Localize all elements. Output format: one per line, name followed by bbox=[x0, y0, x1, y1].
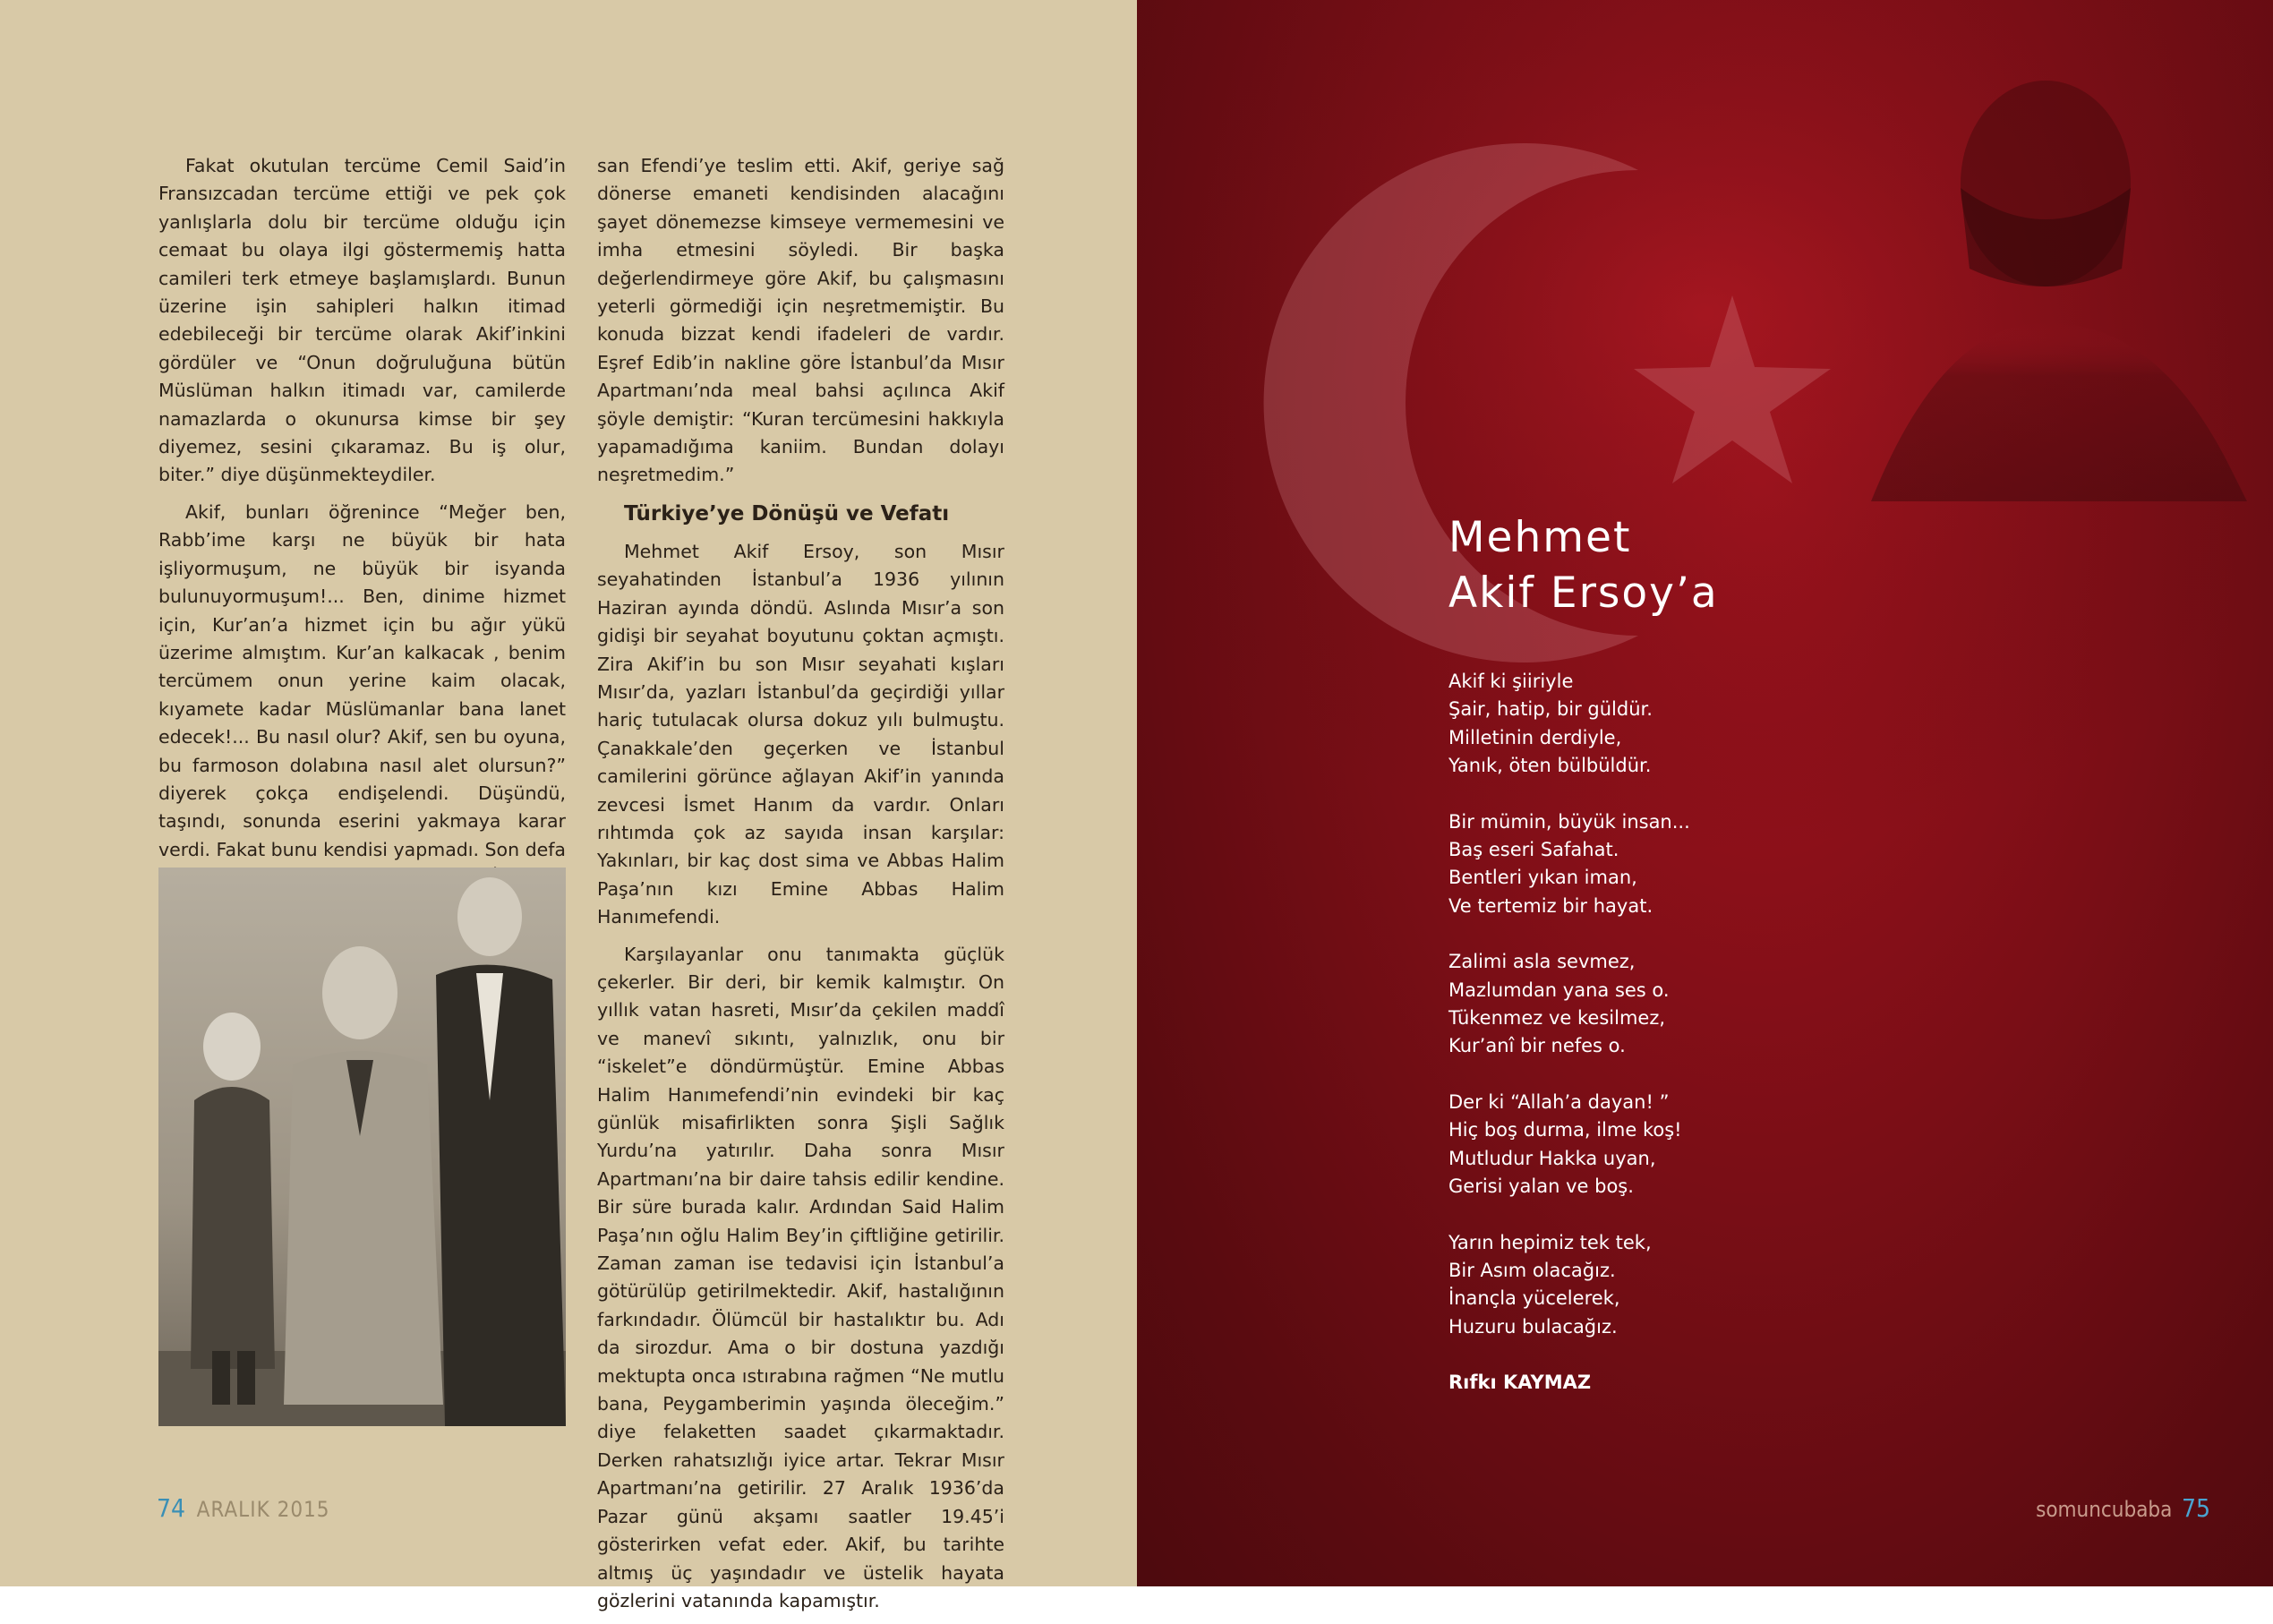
page-folio bbox=[2036, 1493, 2210, 1523]
verse-line: Şair, hatip, bir güldür. bbox=[1448, 698, 1653, 721]
right-page bbox=[1137, 0, 2273, 1586]
verse-line: Akif ki şiiriyle bbox=[1448, 671, 1574, 692]
verse-line: Tükenmez ve kesilmez, bbox=[1448, 1007, 1666, 1030]
left-page bbox=[0, 0, 1137, 1611]
page-number: 75 bbox=[2181, 1493, 2210, 1523]
verse-line: Milletinin derdiyle, bbox=[1448, 726, 1622, 748]
verse-line: Ve tertemiz bir hayat. bbox=[1448, 894, 1653, 917]
verse-line: Baş eseri Safahat. bbox=[1448, 839, 1619, 861]
stanza bbox=[1448, 808, 1690, 921]
verse-line: Bir mümin, büyük insan... bbox=[1448, 810, 1690, 833]
issue-date: ARALIK 2015 bbox=[196, 1497, 330, 1522]
text-column-2 bbox=[597, 152, 1004, 1624]
paragraph: Karşılayanlar onu tanımakta güçlük çekerler. Bir deri, bir kemik kalmıştır. On yıllık vatan hasreti, Mısır’da çekilen maddî ve manevî sıkıntı, yalnızlık, onu bir “iskelet”e döndürmüştür. Emine Abbas Halim Hanımefendi’nin evindeki bir kaç günlük misafirlikten sonra Şişli Sağlık Yurdu’na yatırılır. Daha sonra Mısır Apartmanı’na bir daire tahsis edilir kendine. Bir süre burada kalır. Ardından Said Halim Paşa’nın oğlu Halim Bey’in çiftliğine getirilir. Zaman zaman ise tedavisi için İstanbul’a götürülüp getirilmektedir. Akif, hastalığının farkındadır. Ölümcül bir hastalıktır bu. Adı da sirozdur. Ama o bir dostuna yazdığı mektupta onca ıstırabına rağmen “Ne mutlu bana, Peygamberimin yaşında öleceğim.” diye felaketten saadet çıkarmaktadır. Derken rahatsızlığı iyice artar. Tekrar Mısır Apartmanı’na getirilir. 27 Aralık 1936’da Pazar günü akşamı saatler 19.45’i gösterirken vefat eder. Akif, bu tarihte altmış üç yaşındadır ve üstelik hayata gözlerini vatanında kapamıştır. bbox=[597, 943, 1004, 1611]
verse-line: Yarın hepimiz tek tek, bbox=[1448, 1231, 1652, 1253]
magazine-name: somuncubaba bbox=[2036, 1497, 2173, 1522]
verse-line: Hiç boş durma, ilme koş! bbox=[1448, 1119, 1682, 1141]
verse-line: Kur’anî bir nefes o. bbox=[1448, 1035, 1626, 1057]
verse-line: Mutludur Hakka uyan, bbox=[1448, 1147, 1656, 1169]
flag-background bbox=[1137, 0, 2273, 1586]
text-column-1 bbox=[158, 152, 566, 957]
stanza bbox=[1448, 668, 1690, 781]
historical-family-photo bbox=[158, 868, 566, 1426]
poem-title-line: Mehmet bbox=[1448, 513, 1632, 562]
poem-title bbox=[1448, 510, 1719, 621]
paragraph: Fakat okutulan tercüme Cemil Said’in Fransızcadan tercüme ettiği ve pek çok yanlışlarla dolu bir tercüme olduğu için cemaat bu olaya ilgi göstermemiş hatta camileri terk etmeye başlamışlardı. Bunun üzerine işin sahipleri halkın itimad edebileceği bir tercüme olarak Akif’inkini gördüler ve “Onun doğruluğuna bütün Müslüman halkın itimadı var, camilerde namazlarda o okunursa kimse bir şey diyemez, sesini çıkaramaz. Bu iş olur, biter.” diye düşünmekteydiler. bbox=[158, 155, 566, 486]
poem-body bbox=[1448, 668, 1690, 1397]
stanza bbox=[1448, 948, 1690, 1061]
paragraph: san Efendi’ye teslim etti. Akif, geriye sağ dönerse emaneti kendisinden alacağını şayet dönemezse kimseye vermemesini ve imha etmesini söyledi. Bir başka değerlendirmeye göre Akif, bu çalışmasını yeterli görmediği için neşretmemiştir. Bu konuda bizzat kendi ifadeleri de vardır. Eşref Edib’in nakline göre İstanbul’da Mısır Apartmanı’nda meal bahsi açılınca Akif şöyle demiştir: “Kuran tercümesini hakkıyla yapamadığıma kaniim. Bundan dolayı neşretmedim.” bbox=[597, 155, 1004, 486]
page-number: 74 bbox=[157, 1493, 186, 1523]
poem-author: Rıfkı KAYMAZ bbox=[1448, 1372, 1592, 1394]
verse-line: Mazlumdan yana ses o. bbox=[1448, 979, 1670, 1001]
paragraph: Mehmet Akif Ersoy, son Mısır seyahatinden İstanbul’a 1936 yılının Haziran ayında döndü. Aslında Mısır’a son gidişi bir seyahat boyutunu çoktan açmıştı. Zira Akif’in bu son Mısır seyahati kışları Mısır’da, yazları İstanbul’da geçirdiği yıllar hariç tutulacak olursa dokuz yılı bulmuştu. Çanakkale’den geçerken ve İstanbul camilerini görünce ağlayan Akif’in yanında zevcesi İsmet Hanım da vardır. Onları rıhtımda çok az sayıda insan karşılar: Yakınları, bir kaç dost sima ve Abbas Halim Paşa’nın kızı Emine Abbas Halim Hanımefendi. bbox=[597, 540, 1004, 928]
section-heading: Türkiye’ye Dönüşü ve Vefatı bbox=[624, 501, 950, 526]
poem-title-line: Akif Ersoy’a bbox=[1448, 568, 1719, 618]
verse-line: İnançla yücelerek, bbox=[1448, 1287, 1620, 1310]
page-folio bbox=[157, 1493, 330, 1523]
stanza bbox=[1448, 1089, 1690, 1201]
verse-line: Gerisi yalan ve boş. bbox=[1448, 1175, 1634, 1198]
stanza bbox=[1448, 1229, 1690, 1342]
verse-line: Huzuru bulacağız. bbox=[1448, 1315, 1618, 1338]
verse-line: Yanık, öten bülbüldür. bbox=[1448, 755, 1652, 777]
verse-line: Bir Asım olacağız. bbox=[1448, 1259, 1616, 1281]
verse-line: Bentleri yıkan iman, bbox=[1448, 867, 1637, 889]
verse-line: Der ki “Allah’a dayan! ” bbox=[1448, 1090, 1670, 1113]
verse-line: Zalimi asla sevmez, bbox=[1448, 951, 1636, 973]
paragraph: Akif, bunları öğrenince “Meğer ben, Rabb’ime karşı ne büyük bir hata işliyormuşum, ne büyük bir isyanda bulunuyormuşum!... Ben, dinime hizmet için, Kur’an’a hizmet için bu ağır yükü üzerime almıştım. Kur’an kalkacak , benim tercümem onun yerine kaim olacak, kıyamete kadar Müslümanlar bana lanet edecek!... Bu nasıl olur? Akif, sen bu oyuna, bu farmoson dolabına nasıl alet olursun?” diyerek çokça endişelendi. Düşündü, taşındı, sonunda eserini yakmaya karar verdi. Fakat bunu kendisi yapmadı. Son defa bbox=[158, 500, 566, 860]
